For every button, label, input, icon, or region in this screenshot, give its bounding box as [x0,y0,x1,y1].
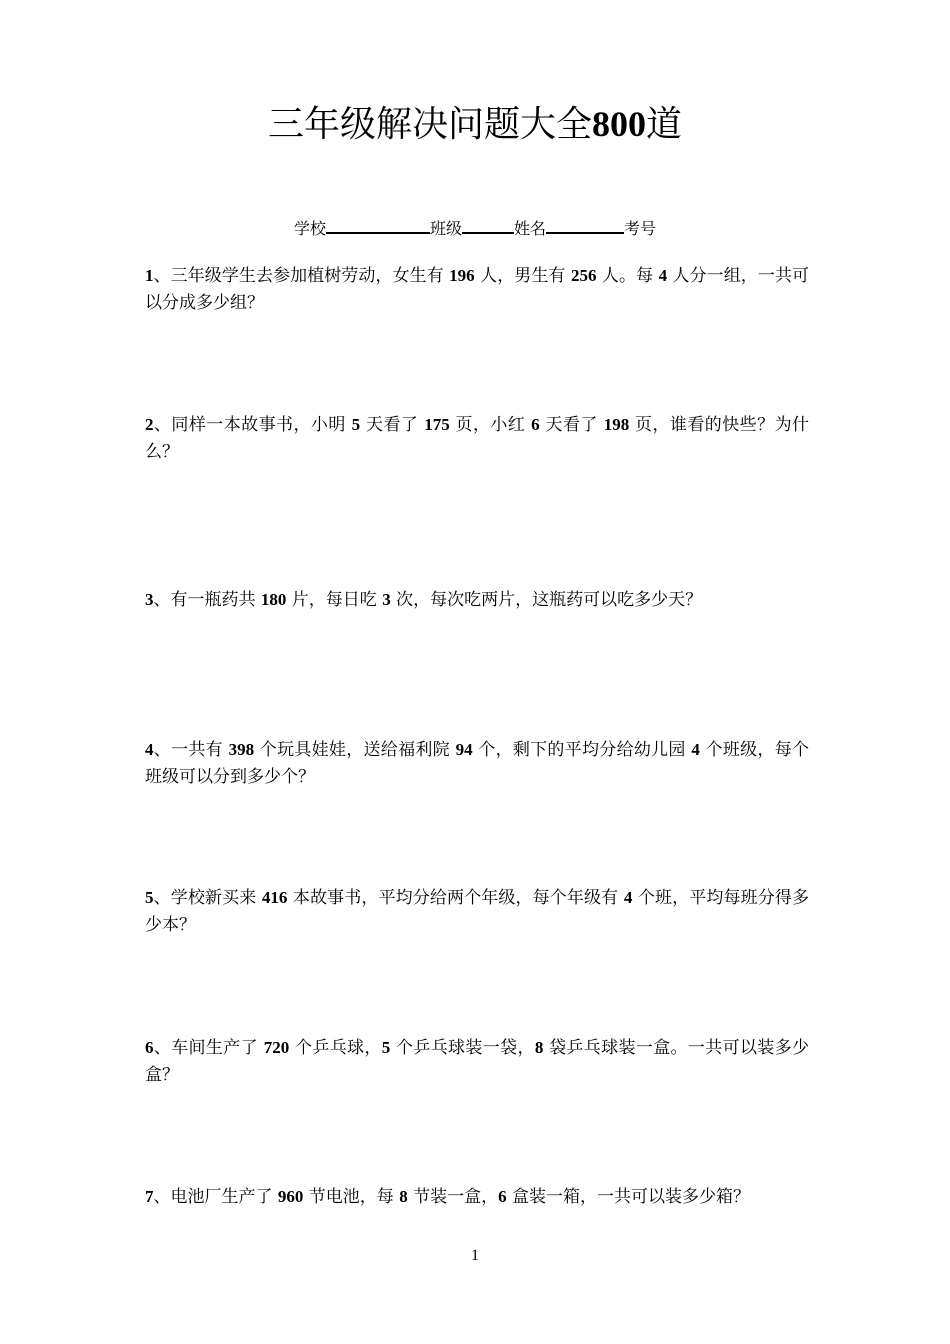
question-text: 、三年级学生去参加植树劳动，女生有 [153,266,450,286]
question-value: 175 [424,415,450,434]
name-label: 姓名 [514,219,547,238]
question-value: 8 [534,1038,544,1057]
question-text: 节装一盒， [407,1187,499,1207]
question-number: 1 [145,266,154,285]
question-value: 416 [261,888,288,907]
question-text: 人分一组，一共可以分成多少组？ [145,266,810,313]
class-label: 班级 [429,219,462,238]
question-value: 196 [449,266,475,285]
question-text: 、有一瓶药共 [153,590,261,610]
question-value: 4 [691,740,700,759]
question-value: 960 [277,1187,304,1206]
question-number: 2 [145,415,154,434]
question-3 [145,586,809,614]
question-number: 5 [145,888,154,907]
question-value: 5 [381,1038,391,1057]
title-text: 三年级解决问题大全 [267,104,592,145]
question-text: 、同样一本故事书，小明 [153,415,352,435]
question-value: 94 [455,740,473,759]
question-text: 、车间生产了 [153,1038,264,1058]
question-text: 个班级，每个班级可以分到多少个？ [145,740,809,787]
question-text: 袋乒乓球装一盒。一共可以装多少盒？ [145,1038,810,1085]
class-blank[interactable] [462,214,514,234]
page-title [0,96,950,153]
title-number: 800 [592,104,646,144]
question-text: 页，小红 [449,415,532,435]
question-value: 4 [658,266,668,285]
question-text: 次，每次吃两片，这瓶药可以吃多少天？ [390,590,703,610]
question-number: 3 [145,590,154,609]
question-1 [145,262,809,317]
question-value: 180 [260,590,287,609]
question-value: 198 [603,415,630,434]
question-text: 天看了 [539,415,604,435]
question-text: 人，男生有 [474,266,571,286]
question-text: 、一共有 [153,740,229,760]
exam-no-label: 考号 [624,219,657,238]
question-text: 个玩具娃娃，送给福利院 [254,740,456,760]
question-text: 人。每 [596,266,659,286]
question-text: 盒装一箱，一共可以装多少箱？ [506,1187,751,1207]
question-value: 6 [531,415,540,434]
question-text: 片，每日吃 [286,590,383,610]
question-6 [145,1034,809,1089]
question-text: 本故事书，平均分给两个年级，每个年级有 [287,888,624,908]
question-value: 5 [351,415,361,434]
page-number: 1 [471,1247,479,1264]
student-info-row [0,214,950,242]
question-7 [145,1183,809,1211]
question-value: 3 [382,590,391,609]
question-number: 6 [145,1038,154,1057]
question-value: 8 [399,1187,408,1206]
title-suffix: 道 [646,104,683,145]
question-text: 个乒乓球装一袋， [390,1038,535,1058]
question-text: 页，谁看的快些？为什么？ [145,415,810,462]
question-text: 、学校新买来 [153,888,262,908]
school-label: 学校 [293,219,326,238]
question-number: 7 [145,1187,154,1206]
question-2 [145,411,809,466]
school-blank[interactable] [326,214,430,234]
question-text: 个班，平均每班分得多少本？ [145,888,809,935]
name-blank[interactable] [546,214,624,234]
question-4 [145,736,809,791]
question-value: 256 [570,266,597,285]
question-5 [145,884,809,939]
question-text: 节电池，每 [303,1187,400,1207]
question-number: 4 [145,740,154,759]
question-text: 、电池厂生产了 [153,1187,278,1207]
question-value: 398 [228,740,255,759]
question-value: 720 [263,1038,290,1057]
question-value: 6 [498,1187,507,1206]
question-value: 4 [623,888,633,907]
question-text: 个，剩下的平均分给幼儿园 [472,740,692,760]
question-text: 天看了 [360,415,425,435]
question-text: 个乒乓球， [289,1038,382,1058]
